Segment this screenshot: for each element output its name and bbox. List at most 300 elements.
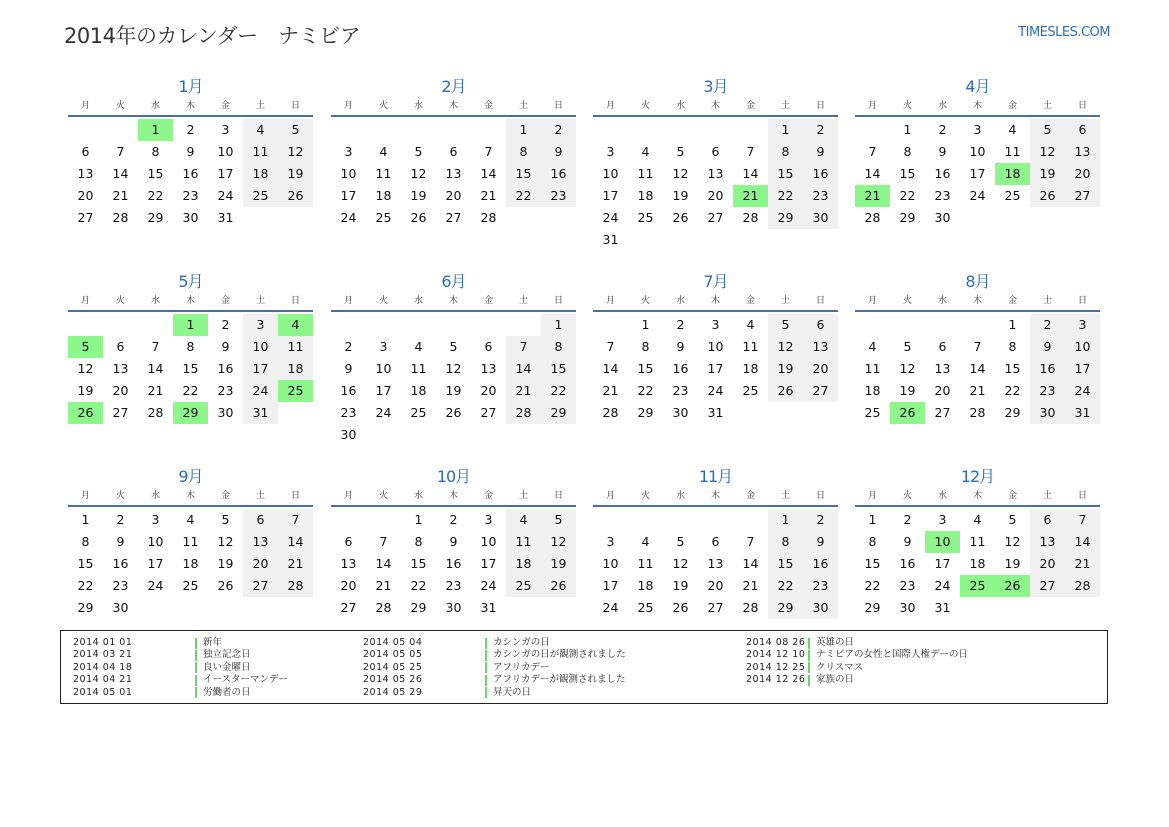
day-cell: 15 <box>768 553 803 575</box>
weekday-label: 金 <box>745 296 755 306</box>
day-cell: 9 <box>938 144 947 159</box>
day-cell: 14 <box>147 361 164 376</box>
day-cell: 31 <box>707 405 724 420</box>
day-cell: 12 <box>77 361 94 376</box>
day-cell: 23 <box>934 188 951 203</box>
empty-cell <box>173 597 208 619</box>
empty-cell <box>366 314 401 336</box>
day-cell: 26 <box>890 402 925 424</box>
week-row <box>68 358 313 380</box>
day-cell: 24 <box>602 210 619 225</box>
month-days <box>855 314 1100 424</box>
day-cell: 15 <box>864 556 881 571</box>
weekday-label: 木 <box>185 296 195 306</box>
day-cell: 28 <box>602 405 619 420</box>
day-cell: 28 <box>506 402 541 424</box>
weekday-label: 木 <box>448 491 458 501</box>
day-cell: 20 <box>707 188 724 203</box>
day-cell: 17 <box>707 361 724 376</box>
day-cell: 2 <box>1030 314 1065 336</box>
week-row <box>855 141 1100 163</box>
day-cell: 15 <box>1004 361 1021 376</box>
weekday-label: 水 <box>937 491 947 501</box>
day-cell: 15 <box>541 358 576 380</box>
day-cell: 15 <box>637 361 654 376</box>
empty-cell <box>855 119 890 141</box>
day-cell: 3 <box>606 144 615 159</box>
weekday-label: 火 <box>640 296 650 306</box>
weekday-label: 金 <box>220 296 230 306</box>
weekday-label: 土 <box>780 296 790 306</box>
day-cell: 10 <box>480 534 497 549</box>
legend-item <box>73 649 288 661</box>
day-cell: 1 <box>173 314 208 336</box>
week-row <box>331 358 576 380</box>
day-cell: 1 <box>868 512 877 527</box>
week-row <box>331 597 576 619</box>
holiday-name: 良い金曜日 <box>203 661 251 673</box>
month-days <box>68 314 313 424</box>
day-cell: 16 <box>541 163 576 185</box>
day-cell: 3 <box>1065 314 1100 336</box>
day-cell: 11 <box>243 141 278 163</box>
weekday-label: 土 <box>1042 491 1052 501</box>
day-cell: 9 <box>1030 336 1065 358</box>
holiday-legend <box>60 630 1108 704</box>
day-cell: 30 <box>1030 402 1065 424</box>
day-cell: 29 <box>541 402 576 424</box>
empty-cell <box>278 402 313 424</box>
empty-cell <box>138 597 173 619</box>
day-cell: 24 <box>147 578 164 593</box>
month-days <box>593 509 838 619</box>
day-cell: 5 <box>676 144 685 159</box>
day-cell: 21 <box>742 578 759 593</box>
day-cell: 17 <box>969 166 986 181</box>
week-row <box>855 531 1100 553</box>
empty-cell <box>593 314 628 336</box>
holiday-name: カシンガの日 <box>493 637 550 648</box>
holiday-marker <box>195 687 197 698</box>
week-row <box>855 314 1100 336</box>
day-cell: 7 <box>151 339 160 354</box>
day-cell: 29 <box>410 600 427 615</box>
empty-cell <box>366 424 401 446</box>
day-cell: 6 <box>1065 119 1100 141</box>
empty-cell <box>103 314 138 336</box>
holiday-name: 労働者の日 <box>203 686 251 698</box>
day-cell: 27 <box>934 405 951 420</box>
day-cell: 2 <box>116 512 125 527</box>
month-days <box>593 314 838 424</box>
weekday-label: 日 <box>553 101 563 111</box>
day-cell: 16 <box>934 166 951 181</box>
day-cell: 18 <box>864 383 881 398</box>
week-row <box>68 185 313 207</box>
empty-cell <box>138 314 173 336</box>
day-cell: 1 <box>81 512 90 527</box>
day-cell: 19 <box>672 578 689 593</box>
day-cell: 1 <box>1008 317 1017 332</box>
week-row <box>331 575 576 597</box>
day-cell: 20 <box>445 188 462 203</box>
month-days <box>331 509 576 619</box>
week-row <box>68 163 313 185</box>
day-cell: 25 <box>637 600 654 615</box>
day-cell: 23 <box>445 578 462 593</box>
week-row <box>331 509 576 531</box>
weekday-label: 水 <box>675 296 685 306</box>
empty-cell <box>1065 207 1100 229</box>
day-cell: 6 <box>243 509 278 531</box>
weekday-label: 土 <box>1042 296 1052 306</box>
day-cell: 20 <box>112 383 129 398</box>
day-cell: 5 <box>221 512 230 527</box>
day-cell: 26 <box>1030 185 1065 207</box>
day-cell: 17 <box>147 556 164 571</box>
day-cell: 7 <box>484 144 493 159</box>
day-cell: 13 <box>707 556 724 571</box>
day-cell: 6 <box>711 534 720 549</box>
week-row <box>593 229 838 251</box>
weekday-label: 火 <box>902 296 912 306</box>
holiday-marker <box>195 662 197 673</box>
empty-cell <box>436 314 471 336</box>
day-cell: 7 <box>868 144 877 159</box>
day-cell: 27 <box>340 600 357 615</box>
holiday-marker <box>808 675 810 686</box>
day-cell: 12 <box>672 166 689 181</box>
day-cell: 8 <box>641 339 650 354</box>
day-cell: 22 <box>182 383 199 398</box>
day-cell: 28 <box>742 210 759 225</box>
page-title: 2014年のカレンダー ナミビア <box>64 24 361 48</box>
weekday-label: 火 <box>115 491 125 501</box>
day-cell: 21 <box>112 188 129 203</box>
day-cell: 15 <box>506 163 541 185</box>
day-cell: 30 <box>899 600 916 615</box>
week-row <box>331 185 576 207</box>
week-row <box>855 553 1100 575</box>
empty-cell <box>768 402 803 424</box>
weekday-label: 金 <box>483 101 493 111</box>
day-cell: 3 <box>711 317 720 332</box>
holiday-date: 2014 12 26 <box>746 674 806 686</box>
day-cell: 18 <box>182 556 199 571</box>
day-cell: 9 <box>116 534 125 549</box>
weekday-label: 日 <box>553 296 563 306</box>
legend-column <box>363 637 626 699</box>
day-cell: 10 <box>217 144 234 159</box>
day-cell: 8 <box>868 534 877 549</box>
empty-cell <box>925 314 960 336</box>
day-cell: 11 <box>969 534 986 549</box>
week-row <box>855 336 1100 358</box>
week-row <box>593 531 838 553</box>
day-cell: 3 <box>606 534 615 549</box>
holiday-date: 2014 01 01 <box>73 637 133 648</box>
day-cell: 21 <box>602 383 619 398</box>
day-cell: 24 <box>480 578 497 593</box>
weekday-label: 日 <box>290 296 300 306</box>
empty-cell <box>995 597 1030 619</box>
legend-column <box>73 637 288 699</box>
day-cell: 30 <box>803 207 838 229</box>
day-cell: 3 <box>938 512 947 527</box>
weekday-header <box>855 293 1100 312</box>
weekday-label: 金 <box>220 491 230 501</box>
legend-item <box>746 649 968 661</box>
weekday-label: 木 <box>185 101 195 111</box>
day-cell: 11 <box>506 531 541 553</box>
weekday-header <box>855 98 1100 117</box>
day-cell: 15 <box>77 556 94 571</box>
day-cell: 20 <box>77 188 94 203</box>
day-cell: 26 <box>672 600 689 615</box>
weekday-label: 水 <box>675 491 685 501</box>
empty-cell <box>628 119 663 141</box>
day-cell: 5 <box>278 119 313 141</box>
day-cell: 21 <box>278 553 313 575</box>
day-cell: 26 <box>68 402 103 424</box>
day-cell: 29 <box>77 600 94 615</box>
day-cell: 24 <box>375 405 392 420</box>
day-cell: 5 <box>541 509 576 531</box>
day-cell: 18 <box>969 556 986 571</box>
empty-cell <box>506 597 541 619</box>
empty-cell <box>995 207 1030 229</box>
day-cell: 30 <box>803 597 838 619</box>
day-cell: 26 <box>541 575 576 597</box>
holiday-date: 2014 05 05 <box>363 649 423 661</box>
day-cell: 16 <box>112 556 129 571</box>
day-cell: 19 <box>217 556 234 571</box>
empty-cell <box>436 424 471 446</box>
day-cell: 12 <box>445 361 462 376</box>
holiday-date: 2014 12 10 <box>746 649 806 661</box>
empty-cell <box>733 229 768 251</box>
empty-cell <box>103 119 138 141</box>
month-9 <box>68 464 313 619</box>
week-row <box>68 402 313 424</box>
day-cell: 13 <box>480 361 497 376</box>
empty-cell <box>733 119 768 141</box>
day-cell: 23 <box>672 383 689 398</box>
empty-cell <box>1065 597 1100 619</box>
day-cell: 28 <box>278 575 313 597</box>
week-row <box>331 207 576 229</box>
day-cell: 24 <box>217 188 234 203</box>
day-cell: 19 <box>899 383 916 398</box>
month-days <box>68 509 313 619</box>
holiday-name: 独立記念日 <box>203 649 251 661</box>
holiday-name: カシンガの日が観測されました <box>493 649 626 661</box>
month-12 <box>855 464 1100 619</box>
day-cell: 2 <box>449 512 458 527</box>
empty-cell <box>401 119 436 141</box>
day-cell: 23 <box>803 575 838 597</box>
day-cell: 30 <box>112 600 129 615</box>
legend-item <box>363 674 626 686</box>
holiday-marker <box>808 662 810 673</box>
month-5 <box>68 269 313 424</box>
day-cell: 9 <box>221 339 230 354</box>
weekday-label: 日 <box>1077 296 1087 306</box>
day-cell: 6 <box>711 144 720 159</box>
weekday-label: 土 <box>255 491 265 501</box>
legend-column <box>746 637 968 687</box>
month-title: 8月 <box>965 272 990 291</box>
empty-cell <box>243 597 278 619</box>
day-cell: 11 <box>410 361 427 376</box>
week-row <box>593 163 838 185</box>
day-cell: 8 <box>1008 339 1017 354</box>
day-cell: 19 <box>278 163 313 185</box>
weekday-label: 水 <box>937 296 947 306</box>
month-days <box>593 119 838 251</box>
weekday-label: 木 <box>972 101 982 111</box>
day-cell: 6 <box>484 339 493 354</box>
day-cell: 6 <box>449 144 458 159</box>
week-row <box>68 141 313 163</box>
day-cell: 22 <box>864 578 881 593</box>
empty-cell <box>698 509 733 531</box>
day-cell: 7 <box>973 339 982 354</box>
day-cell: 17 <box>340 188 357 203</box>
day-cell: 3 <box>379 339 388 354</box>
empty-cell <box>401 314 436 336</box>
day-cell: 24 <box>340 210 357 225</box>
week-row <box>593 314 838 336</box>
day-cell: 30 <box>217 405 234 420</box>
day-cell: 19 <box>445 383 462 398</box>
day-cell: 4 <box>414 339 423 354</box>
holiday-marker <box>195 675 197 686</box>
empty-cell <box>331 509 366 531</box>
day-cell: 28 <box>969 405 986 420</box>
week-row <box>68 314 313 336</box>
day-cell: 11 <box>864 361 881 376</box>
day-cell: 8 <box>151 144 160 159</box>
day-cell: 7 <box>606 339 615 354</box>
week-row <box>593 380 838 402</box>
day-cell: 11 <box>182 534 199 549</box>
month-3 <box>593 74 838 251</box>
day-cell: 7 <box>1065 509 1100 531</box>
day-cell: 4 <box>641 534 650 549</box>
day-cell: 3 <box>243 314 278 336</box>
week-row <box>593 597 838 619</box>
day-cell: 27 <box>112 405 129 420</box>
day-cell: 9 <box>903 534 912 549</box>
weekday-label: 土 <box>518 296 528 306</box>
day-cell: 21 <box>969 383 986 398</box>
day-cell: 13 <box>340 556 357 571</box>
legend-item <box>363 637 626 649</box>
week-row <box>331 336 576 358</box>
day-cell: 4 <box>746 317 755 332</box>
holiday-marker <box>485 662 487 673</box>
day-cell: 29 <box>768 207 803 229</box>
day-cell: 10 <box>375 361 392 376</box>
week-row <box>855 185 1100 207</box>
day-cell: 15 <box>899 166 916 181</box>
day-cell: 2 <box>903 512 912 527</box>
weekday-label: 木 <box>710 296 720 306</box>
day-cell: 8 <box>506 141 541 163</box>
day-cell: 20 <box>243 553 278 575</box>
empty-cell <box>278 597 313 619</box>
holiday-name: 英雄の日 <box>816 637 855 648</box>
day-cell: 12 <box>410 166 427 181</box>
legend-item <box>746 662 968 674</box>
weekday-label: 木 <box>972 296 982 306</box>
day-cell: 3 <box>973 122 982 137</box>
weekday-label: 日 <box>815 296 825 306</box>
week-row <box>68 207 313 229</box>
day-cell: 12 <box>1004 534 1021 549</box>
day-cell: 15 <box>410 556 427 571</box>
day-cell: 1 <box>414 512 423 527</box>
day-cell: 23 <box>340 405 357 420</box>
day-cell: 3 <box>221 122 230 137</box>
day-cell: 31 <box>243 402 278 424</box>
month-4 <box>855 74 1100 229</box>
day-cell: 7 <box>379 534 388 549</box>
weekday-label: 水 <box>413 296 423 306</box>
day-cell: 11 <box>637 166 654 181</box>
empty-cell <box>1030 597 1065 619</box>
weekday-label: 月 <box>867 296 877 306</box>
day-cell: 8 <box>903 144 912 159</box>
day-cell: 1 <box>541 314 576 336</box>
day-cell: 17 <box>602 188 619 203</box>
empty-cell <box>803 229 838 251</box>
day-cell: 8 <box>81 534 90 549</box>
month-title: 12月 <box>960 467 995 486</box>
week-row <box>331 424 576 446</box>
day-cell: 25 <box>375 210 392 225</box>
week-row <box>68 553 313 575</box>
day-cell: 5 <box>1030 119 1065 141</box>
day-cell: 28 <box>147 405 164 420</box>
day-cell: 23 <box>541 185 576 207</box>
month-days <box>331 314 576 446</box>
holiday-name: イースターマンデー <box>203 674 289 686</box>
weekday-label: 火 <box>640 101 650 111</box>
day-cell: 14 <box>506 358 541 380</box>
day-cell: 5 <box>449 339 458 354</box>
day-cell: 4 <box>641 144 650 159</box>
holiday-date: 2014 04 21 <box>73 674 133 686</box>
empty-cell <box>208 597 243 619</box>
weekday-label: 土 <box>518 491 528 501</box>
day-cell: 14 <box>864 166 881 181</box>
holiday-name: ナミビアの女性と国際人権デーの日 <box>816 649 969 661</box>
site-brand[interactable]: TIMESLES.COM <box>1018 25 1110 40</box>
week-row <box>68 336 313 358</box>
day-cell: 26 <box>410 210 427 225</box>
weekday-label: 金 <box>1007 296 1017 306</box>
empty-cell <box>733 402 768 424</box>
day-cell: 24 <box>934 578 951 593</box>
day-cell: 6 <box>116 339 125 354</box>
day-cell: 25 <box>410 405 427 420</box>
day-cell: 5 <box>1008 512 1017 527</box>
day-cell: 13 <box>112 361 129 376</box>
day-cell: 5 <box>414 144 423 159</box>
holiday-name: アフリカデー <box>493 661 550 673</box>
